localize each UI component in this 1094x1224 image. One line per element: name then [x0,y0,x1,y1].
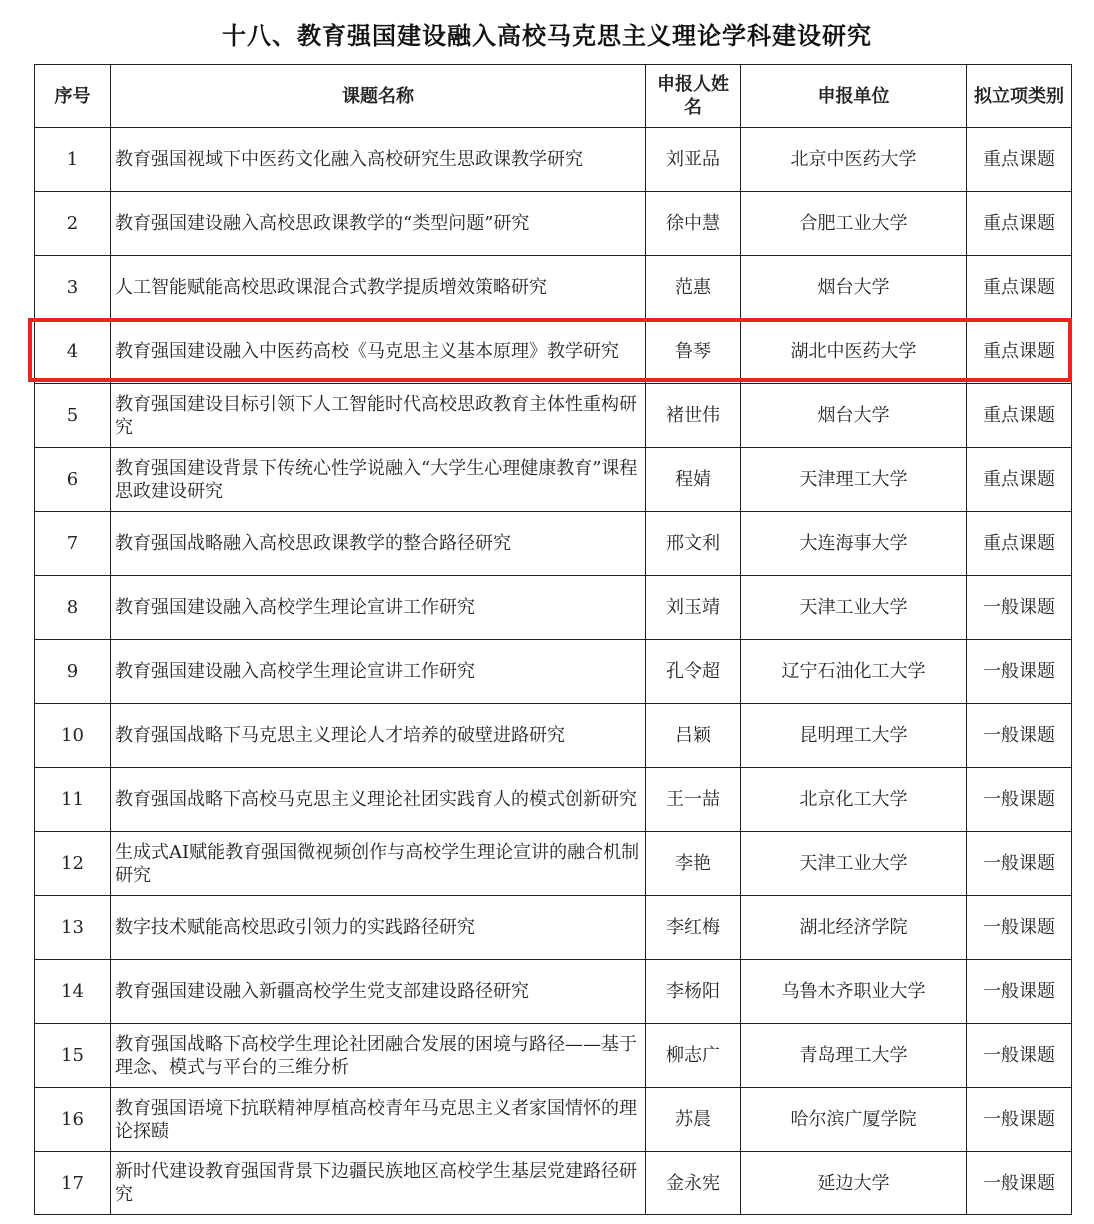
row-category: 一般课题 [967,1152,1072,1215]
row-no: 3 [35,256,111,320]
table-row [35,832,1072,896]
table-row [35,704,1072,768]
row-unit: 合肥工业大学 [741,192,967,256]
table-row [35,896,1072,960]
row-applicant: 吕颖 [646,704,741,768]
row-no: 11 [35,768,111,832]
table-row [35,256,1072,320]
row-applicant: 柳志广 [646,1024,741,1088]
row-category: 一般课题 [967,1088,1072,1152]
row-name: 教育强国战略下高校学生理论社团融合发展的困境与路径——基于理念、模式与平台的三维分析 [111,1024,646,1088]
row-unit: 湖北中医药大学 [741,320,967,384]
table-row [35,1152,1072,1215]
row-applicant: 孔令超 [646,640,741,704]
row-name: 教育强国建设目标引领下人工智能时代高校思政教育主体性重构研究 [111,384,646,448]
row-applicant: 刘亚品 [646,128,741,192]
row-no: 8 [35,576,111,640]
row-unit: 烟台大学 [741,256,967,320]
row-applicant: 徐中慧 [646,192,741,256]
row-no: 1 [35,128,111,192]
row-unit: 天津工业大学 [741,576,967,640]
projects-table [34,64,1072,1215]
table-row [35,512,1072,576]
row-category: 重点课题 [967,192,1072,256]
row-no: 7 [35,512,111,576]
row-no: 15 [35,1024,111,1088]
row-name: 教育强国战略下马克思主义理论人才培养的破壁进路研究 [111,704,646,768]
row-unit: 延边大学 [741,1152,967,1215]
row-no: 4 [35,320,111,384]
row-applicant: 刘玉靖 [646,576,741,640]
row-unit: 天津理工大学 [741,448,967,512]
row-applicant: 李红梅 [646,896,741,960]
row-name: 教育强国战略融入高校思政课教学的整合路径研究 [111,512,646,576]
row-category: 一般课题 [967,704,1072,768]
row-applicant: 李杨阳 [646,960,741,1024]
table-row [35,960,1072,1024]
table-row [35,384,1072,448]
row-applicant: 程婧 [646,448,741,512]
row-unit: 青岛理工大学 [741,1024,967,1088]
header-applicant: 申报人姓名 [646,65,741,128]
row-applicant: 褚世伟 [646,384,741,448]
row-applicant: 邢文利 [646,512,741,576]
row-no: 6 [35,448,111,512]
row-no: 17 [35,1152,111,1215]
row-category: 重点课题 [967,256,1072,320]
table-row [35,640,1072,704]
row-category: 一般课题 [967,896,1072,960]
row-no: 13 [35,896,111,960]
row-unit: 辽宁石油化工大学 [741,640,967,704]
row-name: 教育强国建设融入高校学生理论宣讲工作研究 [111,576,646,640]
header-unit: 申报单位 [741,65,967,128]
table-row [35,1088,1072,1152]
row-category: 重点课题 [967,320,1072,384]
row-applicant: 范惠 [646,256,741,320]
row-no: 5 [35,384,111,448]
row-no: 2 [35,192,111,256]
row-category: 一般课题 [967,960,1072,1024]
row-name: 教育强国战略下高校马克思主义理论社团实践育人的模式创新研究 [111,768,646,832]
row-unit: 北京化工大学 [741,768,967,832]
row-name: 教育强国建设融入中医药高校《马克思主义基本原理》教学研究 [111,320,646,384]
row-category: 一般课题 [967,576,1072,640]
row-no: 9 [35,640,111,704]
row-unit: 烟台大学 [741,384,967,448]
row-applicant: 王一喆 [646,768,741,832]
row-name: 教育强国建设融入新疆高校学生党支部建设路径研究 [111,960,646,1024]
row-category: 重点课题 [967,384,1072,448]
row-applicant: 鲁琴 [646,320,741,384]
table-header-row [35,65,1072,128]
row-no: 16 [35,1088,111,1152]
row-no: 12 [35,832,111,896]
row-category: 一般课题 [967,768,1072,832]
table-row [35,576,1072,640]
row-unit: 哈尔滨广厦学院 [741,1088,967,1152]
row-category: 重点课题 [967,128,1072,192]
row-name: 生成式AI赋能教育强国微视频创作与高校学生理论宣讲的融合机制研究 [111,832,646,896]
header-name: 课题名称 [111,65,646,128]
row-applicant: 李艳 [646,832,741,896]
table-row [35,128,1072,192]
table-row [35,192,1072,256]
row-name: 数字技术赋能高校思政引领力的实践路径研究 [111,896,646,960]
row-category: 重点课题 [967,512,1072,576]
row-no: 14 [35,960,111,1024]
row-category: 一般课题 [967,640,1072,704]
table-row [35,448,1072,512]
row-name: 人工智能赋能高校思政课混合式教学提质增效策略研究 [111,256,646,320]
page-title: 十八、教育强国建设融入高校马克思主义理论学科建设研究 [222,22,872,50]
table-row [35,768,1072,832]
table-row-highlighted [35,320,1072,384]
row-name: 教育强国建设融入高校思政课教学的“类型问题”研究 [111,192,646,256]
row-category: 一般课题 [967,1024,1072,1088]
header-no: 序号 [35,65,111,128]
row-unit: 天津工业大学 [741,832,967,896]
row-category: 重点课题 [967,448,1072,512]
row-name: 新时代建设教育强国背景下边疆民族地区高校学生基层党建路径研究 [111,1152,646,1215]
row-unit: 湖北经济学院 [741,896,967,960]
row-name: 教育强国建设融入高校学生理论宣讲工作研究 [111,640,646,704]
row-applicant: 金永宪 [646,1152,741,1215]
row-unit: 北京中医药大学 [741,128,967,192]
row-name: 教育强国语境下抗联精神厚植高校青年马克思主义者家国情怀的理论探赜 [111,1088,646,1152]
row-unit: 大连海事大学 [741,512,967,576]
table-row [35,1024,1072,1088]
row-category: 一般课题 [967,832,1072,896]
row-applicant: 苏晨 [646,1088,741,1152]
row-name: 教育强国视域下中医药文化融入高校研究生思政课教学研究 [111,128,646,192]
row-unit: 昆明理工大学 [741,704,967,768]
row-name: 教育强国建设背景下传统心性学说融入“大学生心理健康教育”课程思政建设研究 [111,448,646,512]
header-category: 拟立项类别 [967,65,1072,128]
row-unit: 乌鲁木齐职业大学 [741,960,967,1024]
row-no: 10 [35,704,111,768]
